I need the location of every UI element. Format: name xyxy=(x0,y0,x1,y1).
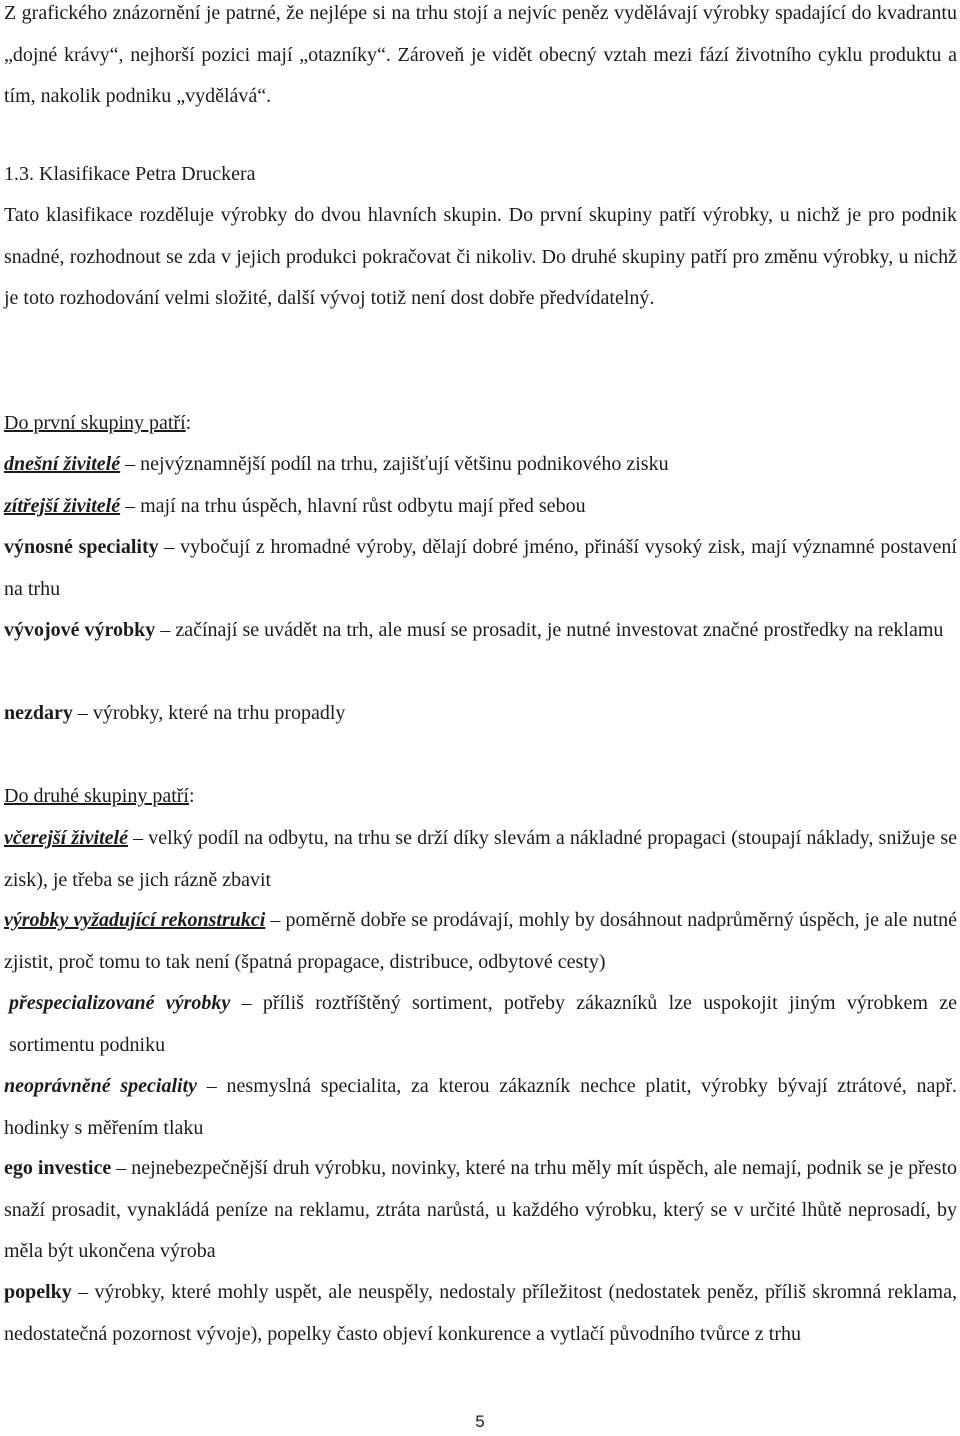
group1-item: vývojové výrobky – začínají se uvádět na trh, ale musí se prosadit, je nutné investovat značné prostředky na reklamu xyxy=(4,619,944,641)
item-desc: nejvýznamnější podíl na trhu, zajišťují většinu podnikového zisku xyxy=(140,453,669,475)
section-title: Klasifikace Petra Druckera xyxy=(39,163,256,185)
group1-item: zítřejší živitelé – mají na trhu úspěch, hlavní růst odbytu mají před sebou xyxy=(4,495,586,517)
item-term: popelky xyxy=(4,1281,72,1303)
group1-item: nezdary – výrobky, které na trhu propadly xyxy=(4,702,346,724)
item-desc: poměrně dobře se prodávají, mohly by dosáhnout nadprůměrný úspěch, je ale nutné zjistit, proč tomu to tak není (špatná propagace, distribuce, odbytové cesty) xyxy=(4,909,958,973)
item-term: dnešní živitelé xyxy=(4,453,121,475)
item-desc: vybočují z hromadné výroby, dělají dobré jméno, přináší vysoký zisk, mají významné postavení na trhu xyxy=(4,536,957,600)
group2-item: neoprávněné speciality – nesmyslná specialita, za kterou zákazník nechce platit, výrobky bývají ztrátové, např. hodinky s měřením tlaku xyxy=(4,1075,957,1139)
item-desc: velký podíl na odbytu, na trhu se drží díky slevám a nákladné propagaci (stoupají náklady, snižuje se zisk), je třeba se jich rázně zbavit xyxy=(4,827,958,891)
item-term: vývojové výrobky xyxy=(4,619,156,641)
group2-colon: : xyxy=(188,785,195,807)
section-heading xyxy=(4,154,957,196)
group2-item: ego investice – nejnebezpečnější druh výrobku, novinky, které na trhu měly mít úspěch, ale nemají, podnik se je přesto snaží prosadit, vynakládá peníze na reklamu, ztráta narůstá, u každého výrobku, který se v určité lhůtě neprosadí, by měla být ukončena výroba xyxy=(4,1157,958,1262)
item-term: výrobky vyžadující rekonstrukci xyxy=(4,909,266,931)
item-term: ego investice xyxy=(4,1157,112,1179)
item-desc: výrobky, které na trhu propadly xyxy=(92,702,346,724)
item-desc: příliš roztříštěný sortiment, potřeby zákazníků lze uspokojit jiným výrobkem ze sortimentu podniku xyxy=(9,992,957,1056)
item-term: výnosné speciality xyxy=(4,536,159,558)
group1-item: dnešní živitelé – nejvýznamnější podíl na trhu, zajišťují většinu podnikového zisku xyxy=(4,453,669,475)
page-number: 5 xyxy=(475,1412,485,1431)
item-term: přespecializované výrobky xyxy=(9,992,231,1014)
item-term: neoprávněné speciality xyxy=(4,1075,198,1097)
group2-item: popelky – výrobky, které mohly uspět, ale neuspěly, nedostaly příležitost (nedostatek peněz, příliš skromná reklama, nedostatečná pozornost vývoje), popelky často objeví konkurence a vytlačí původního tvůrce z trhu xyxy=(4,1281,957,1345)
item-desc: výrobky, které mohly uspět, ale neuspěly, nedostaly příležitost (nedostatek peněz, příliš skromná reklama, nedostatečná pozornost vývoje), popelky často objeví konkurence a vytlačí původního tvůrce z trhu xyxy=(4,1281,957,1345)
group2-heading-text: Do druhé skupiny patří xyxy=(4,785,189,807)
section-number: 1.3. xyxy=(4,163,34,185)
item-desc: mají na trhu úspěch, hlavní růst odbytu mají před sebou xyxy=(140,495,586,517)
item-term: nezdary xyxy=(4,702,73,724)
item-term: včerejší živitelé xyxy=(4,827,128,849)
item-desc: nesmyslná specialita, za kterou zákazník nechce platit, výrobky bývají ztrátové, např. hodinky s měřením tlaku xyxy=(4,1075,957,1139)
group1-heading xyxy=(4,403,957,445)
group2-item: přespecializované výrobky – příliš roztříštěný sortiment, potřeby zákazníků lze uspokojit jiným výrobkem ze sortimentu podniku xyxy=(9,992,957,1056)
group2-item: výrobky vyžadující rekonstrukci – poměrně dobře se prodávají, mohly by dosáhnout nadprůměrný úspěch, je ale nutné zjistit, proč tomu to tak není (špatná propagace, distribuce, odbytové cesty) xyxy=(4,909,958,973)
group1-heading-text: Do první skupiny patří xyxy=(4,412,186,434)
group1-item: výnosné speciality – vybočují z hromadné výroby, dělají dobré jméno, přináší vysoký zisk, mají významné postavení na trhu xyxy=(4,536,957,600)
item-desc: začínají se uvádět na trh, ale musí se prosadit, je nutné investovat značné prostředky na reklamu xyxy=(175,619,944,641)
item-desc: nejnebezpečnější druh výrobku, novinky, které na trhu měly mít úspěch, ale nemají, podnik se je přesto snaží prosadit, vynakládá peníze na reklamu, ztráta narůstá, u každého výrobku, který se v určité lhůtě neprosadí, by měla být ukončena výroba xyxy=(4,1157,958,1262)
section-body: Tato klasifikace rozděluje výrobky do dvou hlavních skupin. Do první skupiny patří výrobky, u nichž je pro podnik snadné, rozhodnout se zda v jejich produkci pokračovat či nikoliv. Do druhé skupiny patří pro změnu výrobky, u nichž je toto rozhodování velmi složité, další vývoj totiž není dost dobře předvídatelný. xyxy=(4,204,957,309)
group2-heading xyxy=(4,776,957,818)
intro-paragraph: Z grafického znázornění je patrné, že nejlépe si na trhu stojí a nejvíc peněz vydělávají výrobky spadající do kvadrantu „dojné krávy“, nejhorší pozici mají „otazníky“. Zároveň je vidět obecný vztah mezi fází životního cyklu produktu a tím, nakolik podniku „vydělává“. xyxy=(4,2,957,107)
item-term: zítřejší živitelé xyxy=(4,495,121,517)
group1-colon: : xyxy=(185,412,192,434)
group2-item: včerejší živitelé – velký podíl na odbytu, na trhu se drží díky slevám a nákladné propagaci (stoupají náklady, snižuje se zisk), je třeba se jich rázně zbavit xyxy=(4,827,958,891)
